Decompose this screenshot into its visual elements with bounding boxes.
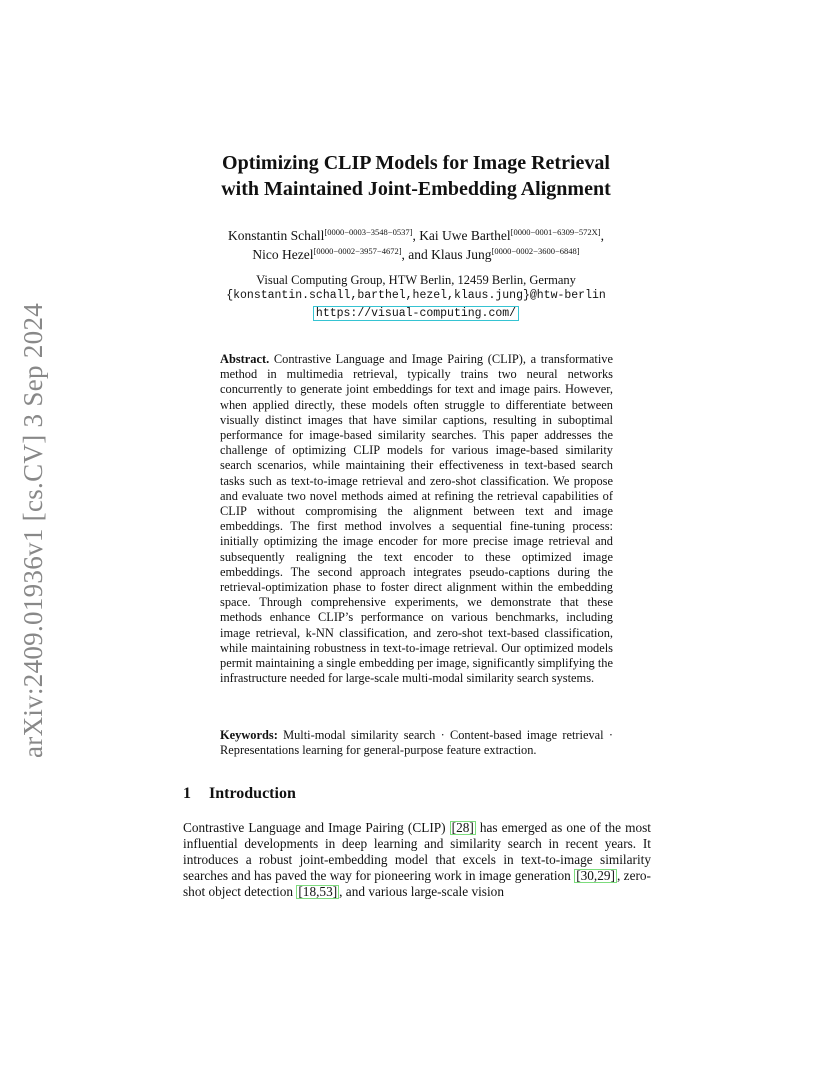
paper-title [150,150,682,202]
abstract-text: Contrastive Language and Image Pairing (CLIP), a transformative method in multimedia retrieval, typically trains two neural networks concurrently to generate joint embeddings for text and image pairs. However, when applied directly, these models often struggle to differentiate between visually distinct images that have similar captions, resulting in suboptimal performance for image-based similarity searches. This paper addresses the challenge of optimizing CLIP models for various image-based similarity search scenarios, while maintaining their effectiveness in text-based search tasks such as text-to-image retrieval and zero-shot classification. We propose and evaluate two novel methods aimed at refining the retrieval capabilities of CLIP without compromising the alignment between text and image embeddings. The first method involves a sequential fine-tuning process: initially optimizing the image encoder for more precise image retrieval and subsequently realigning the text encoder to these optimized image embeddings. The second approach integrates pseudo-captions during the retrieval-optimization phase to foster direct alignment within the embedding space. Through comprehensive experiments, we demonstrate that these methods enhance CLIP’s performance on various benchmarks, including image retrieval, k-NN classification, and zero-shot text-based classification, while maintaining robustness in text-to-image retrieval. Our optimized models permit maintaining a single embedding per image, significantly simplifying the infrastructure needed for large-scale multi-modal similarity search systems. [220,352,613,686]
intro-text: , zero-shot object detection [183,868,651,899]
author-separator: , [412,228,420,243]
intro-text: Contrastive Language and Image Pairing (CLIP) [183,820,450,835]
author-name: Klaus Jung [431,247,492,262]
intro-paragraph [183,820,651,900]
citation-link[interactable]: [18,53] [298,884,338,899]
affiliation-block [150,272,682,321]
author-name: Nico Hezel [252,247,314,262]
affiliation-url-link[interactable]: https://visual-computing.com/ [313,306,519,321]
author-list [150,226,682,264]
intro-text: has emerged as one of the most influential developments in deep learning and similarity search in recent years. It introduces a robust joint-embedding model that excels in text-to-image similarity searches and has paved the way for pioneering work in image generation [183,820,651,883]
title-line-1: Optimizing CLIP Models for Image Retrieval [222,152,610,174]
keywords-text: Multi-modal similarity search · Content-based image retrieval · Representations learning for general-purpose feature extraction. [220,728,613,758]
author-name: Kai Uwe Barthel [419,228,511,243]
section-number: 1 [183,785,191,802]
author-orcid[interactable]: [0000−0002−3957−4672] [313,246,402,256]
citation-link[interactable]: [28] [451,820,474,835]
section-title: Introduction [209,785,296,802]
author-separator: , and [401,247,432,262]
keywords [220,728,613,758]
author-emails: {konstantin.schall,barthel,hezel,klaus.jung}@htw-berlin [226,289,606,302]
author-orcid[interactable]: [0000−0002−3600−6848] [491,246,580,256]
title-line-2: with Maintained Joint-Embedding Alignment [221,178,611,200]
author-name: Konstantin Schall [228,228,325,243]
affiliation: Visual Computing Group, HTW Berlin, 12459 Berlin, Germany [256,273,576,287]
keywords-label: Keywords: [220,728,278,742]
abstract-label: Abstract. [220,352,270,366]
citation-link[interactable]: [30,29] [576,868,615,883]
section-heading [183,785,296,803]
author-orcid[interactable]: [0000−0003−3548−0537] [324,227,413,237]
intro-text: , and various large-scale vision [339,884,504,899]
author-separator: , [600,228,604,243]
arxiv-identifier: arXiv:2409.01936v1 [cs.CV] 3 Sep 2024 [18,302,48,758]
author-orcid[interactable]: [0000−0001−6309−572X] [510,227,601,237]
abstract [220,352,613,686]
